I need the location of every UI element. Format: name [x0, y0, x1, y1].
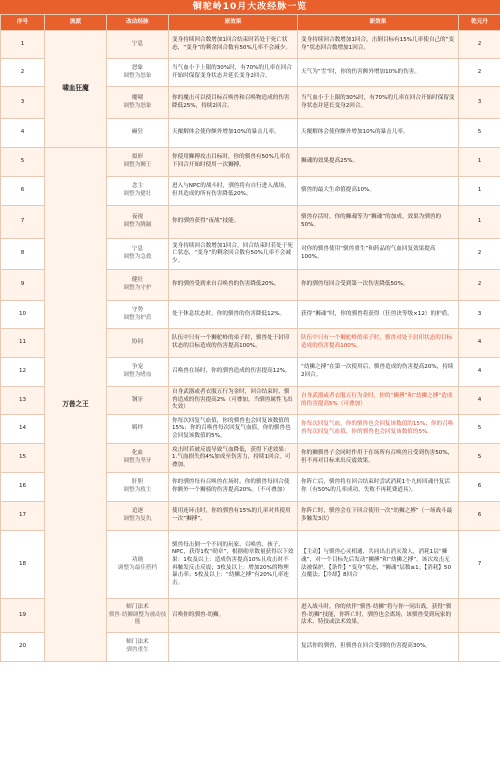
meridian-name: 追逐: [131, 508, 144, 515]
cost-cell: 2: [459, 270, 500, 301]
meridian-name: 宁息: [131, 40, 144, 47]
meridian-cell: [107, 148, 169, 177]
cost-cell: 4: [459, 387, 500, 415]
meridian-name: 争宠: [131, 364, 144, 371]
row-number: 12: [1, 358, 45, 387]
cost-cell: 2: [459, 239, 500, 270]
row-number: 1: [1, 31, 45, 59]
meridian-adjust-note: 驯兽重生: [126, 647, 149, 653]
original-effect: 当气血小于上限的30%时，有70%的几率在回合开始时保留变身状态并延长变身2回合。: [169, 59, 298, 87]
meridian-adjust-note: 调整为腾踊: [123, 222, 152, 228]
meridian-adjust-note: 调整为狮王: [123, 162, 152, 168]
new-effect: 狮魂的效果提高25%。: [298, 148, 459, 177]
meridian-adjust-note: 调整为救主: [123, 487, 152, 493]
meridian-name: 化血: [131, 450, 144, 457]
header-meridian: 改动经脉: [107, 15, 169, 31]
new-effect: 驯兽的最大生命值提高10%。: [298, 177, 459, 206]
original-effect: 自身武器或者衣服五行为金时，回合结束时，驯兽造成的伤害提高2%（可叠加，当驯兽属性飞出失效）: [169, 387, 298, 415]
meridian-name: 怒象: [131, 64, 144, 71]
row-number: 4: [1, 119, 45, 148]
changes-table: [0, 14, 500, 662]
meridian-adjust-note: 调整为健壮: [123, 191, 152, 197]
meridian-name: 肝胆: [131, 479, 144, 486]
meridian-cell: [107, 329, 169, 358]
meridian-cell: [107, 177, 169, 206]
original-effect: 变身持续回合数增加1回合，回合结束时若处于死亡状态，“变身”的剩余回合数有50%几率不会减少。: [169, 239, 298, 270]
cost-cell: 1: [459, 148, 500, 177]
meridian-cell: [107, 473, 169, 502]
cost-cell: 5: [459, 415, 500, 444]
row-number: 19: [1, 599, 45, 633]
page-title: 铜驼岭10月大改经脉一览: [0, 0, 500, 14]
original-effect: 召唤兽在场时，你的驯兽造成的伤害提高12%。: [169, 358, 298, 387]
row-number: 11: [1, 329, 45, 358]
new-effect: 【主动】与驯兽心灵相通，共同出击消灭敌人，消耗1层“狮魂”，对一个目标先后发动“狮搏”和“幼狮之搏”，该次攻击无法被保护。【条件】“变身”状态，“狮魂”层数≥1；【消耗】50点魔法；【冷却】8回合: [298, 531, 459, 599]
meridian-name: 夜视: [131, 214, 144, 221]
meridian-cell: [107, 59, 169, 87]
cost-cell: 1: [459, 177, 500, 206]
new-effect: 队伍中只有一个狮驼岭的弟子时，驯兽对处于封印状态的目标造成的伤害提高100%。: [298, 329, 459, 358]
cost-cell: 3: [459, 87, 500, 119]
meridian-name: 念主: [131, 183, 144, 190]
cost-cell: 5: [459, 444, 500, 473]
new-effect: 你的驯兽每回合受到第一次伤害降低50%。: [298, 270, 459, 301]
original-effect: 变身持续回合数增加1回合结束时若处于死亡状态，“变身”的剩余回合数有50%几率不会减少。: [169, 31, 298, 59]
meridian-cell: [107, 301, 169, 329]
row-number: 2: [1, 59, 45, 87]
meridian-cell: [107, 206, 169, 239]
meridian-adjust-note: 调整为护盾: [123, 314, 152, 321]
meridian-cell: [107, 387, 169, 415]
school-cell: 万兽之王: [45, 148, 107, 662]
cost-cell: 4: [459, 329, 500, 358]
header-new: 新效果: [298, 15, 459, 31]
cost-cell: 1: [459, 206, 500, 239]
meridian-adjust-note: 调整为嗜血: [123, 372, 152, 378]
row-number: 13: [1, 387, 45, 415]
meridian-name: 钢牙: [131, 396, 144, 403]
original-effect: 驯兽每击倒一个不同的玩家、召唤兽、孩子、NPC，获得1枚“勋章”，根据勋章数量获得以下效果：1枚及以上：造成伤害提高10%且攻击时不再触发反击反震；3枚及以上：增加20%的物理暴击率；5枚及以上：“幼狮之搏”有20%几率连击。: [169, 531, 298, 599]
new-effect: 进入战斗时，你的伙伴“驯兽·幼狮”将与你一同出战，获得“驯兽·幼狮”技能，你阵亡时，驯兽也会离场，该驯兽受到玩家的法术、特技或法术效果。: [298, 599, 459, 633]
row-number: 20: [1, 633, 45, 662]
original-effect: 攻击时若被反震导致气血降低，获得下述效果：1.气血损失的4%加成至伤害力，持续1回合，可叠加。: [169, 444, 298, 473]
row-number: 15: [1, 444, 45, 473]
cost-cell: 7: [459, 531, 500, 599]
meridian-name: 羁绊: [131, 425, 144, 432]
header-original: 原效果: [169, 15, 298, 31]
meridian-adjust-note: 调整为急救: [123, 254, 152, 260]
cost-cell: 2: [459, 59, 500, 87]
school-cell: 啸血狂魔: [45, 31, 107, 148]
row-number: 14: [1, 415, 45, 444]
cost-cell: 2: [459, 31, 500, 59]
meridian-cell: [107, 531, 169, 599]
meridian-name: 宁息: [131, 246, 144, 253]
original-effect: 队伍中只有一个狮驼岭的弟子时，驯兽处于封印状态的目标造成的伤害提高100%。: [169, 329, 298, 358]
row-number: 5: [1, 148, 45, 177]
original-effect: 处于休息状态时，你的驯兽的伤害降低12%。: [169, 301, 298, 329]
new-effect: 对你的驯兽使用“驯兽重生”和药品的气血回复效果提高100%。: [298, 239, 459, 270]
meridian-name: 拟形: [131, 154, 144, 161]
row-number: 9: [1, 270, 45, 301]
meridian-cell: [107, 633, 169, 662]
meridian-cell: [107, 87, 169, 119]
row-number: 17: [1, 502, 45, 531]
meridian-cell: [107, 239, 169, 270]
row-number: 3: [1, 87, 45, 119]
new-effect: 你每次回复气血，你的驯兽也会回复该数值的15%；你的召唤兽每次回复气血值，你的驯兽也会回复该数值的5%。: [298, 415, 459, 444]
header-school: 流派: [45, 15, 107, 31]
meridian-cell: [107, 270, 169, 301]
new-effect: 获得“狮魂”时，你的驯兽将获得（狂兽诀等级×12）的护盾。: [298, 301, 459, 329]
meridian-adjust-note: 调整为复仇: [123, 516, 152, 522]
header-row: [1, 15, 500, 31]
original-effect: 你每次回复气血值，你的驯兽也会回复该数值的15%；你的召唤兽每次回复气血值，你的驯兽也会回复该数值的5%。: [169, 415, 298, 444]
meridian-name: 功勋: [131, 556, 144, 563]
header-no: 序号: [1, 15, 45, 31]
cost-cell: [459, 599, 500, 633]
meridian-cell: [107, 358, 169, 387]
cost-cell: 4: [459, 358, 500, 387]
new-effect: 复活你的驯兽，但驯兽在回合受到的伤害提高30%。: [298, 633, 459, 662]
original-effect: 你的驯兽获得“夜战”技能。: [169, 206, 298, 239]
meridian-adjust-note: 调整为怒象: [123, 102, 152, 109]
cost-cell: [459, 633, 500, 662]
new-effect: 你的狮驯兽子会同时作用于在场所有召唤兽且受到伤害50%，但不再对目标来出反震效果。: [298, 444, 459, 473]
cost-cell: 6: [459, 473, 500, 502]
new-effect: 你阵亡时，驯兽会在下回合使用一次“幼狮之搏”（一场战斗最多触发3次）: [298, 502, 459, 531]
table-row: [1, 31, 500, 59]
original-effect: 召唤你的驯兽·幼狮。: [169, 599, 298, 633]
row-number: 18: [1, 531, 45, 599]
original-effect: 使用连环击时，你的驯兽有15%的几率对其使用一次“狮搏”。: [169, 502, 298, 531]
meridian-name: 癫狂: [131, 129, 144, 136]
table-row: [1, 148, 500, 177]
new-effect: 你阵亡后，驯兽将在回合结束时尝试消耗1个九转回魂丹复活你（有50%的几率成功，失败不再耗费道具）。: [298, 473, 459, 502]
original-effect: 进入与NPC的战斗时，驯兽将有自行进入战场，但其造成的所有伤害降低20%。: [169, 177, 298, 206]
meridian-name: 守势: [131, 306, 144, 313]
meridian-adjust-note: 驯兽·幼狮调整为被动技能: [108, 611, 167, 626]
original-effect: 你的驯兽每有召唤兽在场时，你的驯兽每回合使你额外一个狮骑的伤害提高20%。（不可叠加）: [169, 473, 298, 502]
original-effect: 你的驯兽受到来自召唤兽的伤害降低20%。: [169, 270, 298, 301]
original-effect: 你的魔击可以使目标召唤兽和召唤物造成的伤害降低25%，持续2回合。: [169, 87, 298, 119]
new-effect: 变身持续回合数增加1回合，击倒目标有15%几率使自己的“变身”状态回合数增加1回合。: [298, 31, 459, 59]
row-number: 7: [1, 206, 45, 239]
meridian-cell: [107, 415, 169, 444]
table-body: [1, 31, 500, 662]
meridian-cell: [107, 31, 169, 59]
meridian-name: 健壮: [131, 277, 144, 284]
meridian-name: 师门法术: [126, 604, 149, 611]
new-effect: 天覆解体会使你额外增加10%的暴击几率。: [298, 119, 459, 148]
original-effect: 你使用狮搏攻击目标时，你的驯兽有50%几率在下回合开始时使用一次狮搏。: [169, 148, 298, 177]
new-effect: 天气为“雪”时，你的伤害额外增加10%的伤害。: [298, 59, 459, 87]
cost-cell: 3: [459, 301, 500, 329]
row-number: 6: [1, 177, 45, 206]
row-number: 8: [1, 239, 45, 270]
new-effect: 当气血小于上限的30%时，有70%的几率在回合开始时保留变身状态并延长变身2回合。: [298, 87, 459, 119]
meridian-name: 协同: [131, 339, 144, 346]
meridian-cell: [107, 599, 169, 633]
meridian-cell: [107, 444, 169, 473]
row-number: 10: [1, 301, 45, 329]
cost-cell: 5: [459, 119, 500, 148]
meridian-name: 魔啸: [131, 94, 144, 101]
meridian-name: 师门法术: [126, 639, 149, 646]
cost-cell: 6: [459, 502, 500, 531]
meridian-adjust-note: 调整为守护: [123, 285, 152, 291]
new-effect: 自身武器或者衣服五行为金时，你的“狮搏”和“幼狮之搏”造成的伤害提高5%（可叠加）: [298, 387, 459, 415]
meridian-cell: [107, 119, 169, 148]
new-effect: 驯兽存活时，你的狮魂等为“狮魂”的加成。效果为驯兽的50%。: [298, 206, 459, 239]
meridian-adjust-note: 调整为怒象: [123, 72, 152, 79]
meridian-adjust-note: 调整为最佳搭档: [117, 564, 158, 571]
meridian-adjust-note: 调整为坚牙: [123, 458, 152, 464]
original-effect: [169, 633, 298, 662]
header-cost: 乾元丹: [459, 15, 500, 31]
new-effect: “幼狮之搏”在第一次使用后，驯兽造成的伤害提高20%，持续2回合。: [298, 358, 459, 387]
row-number: 16: [1, 473, 45, 502]
meridian-cell: [107, 502, 169, 531]
original-effect: 天覆解体会使你额外增加10%的暴击几率。: [169, 119, 298, 148]
